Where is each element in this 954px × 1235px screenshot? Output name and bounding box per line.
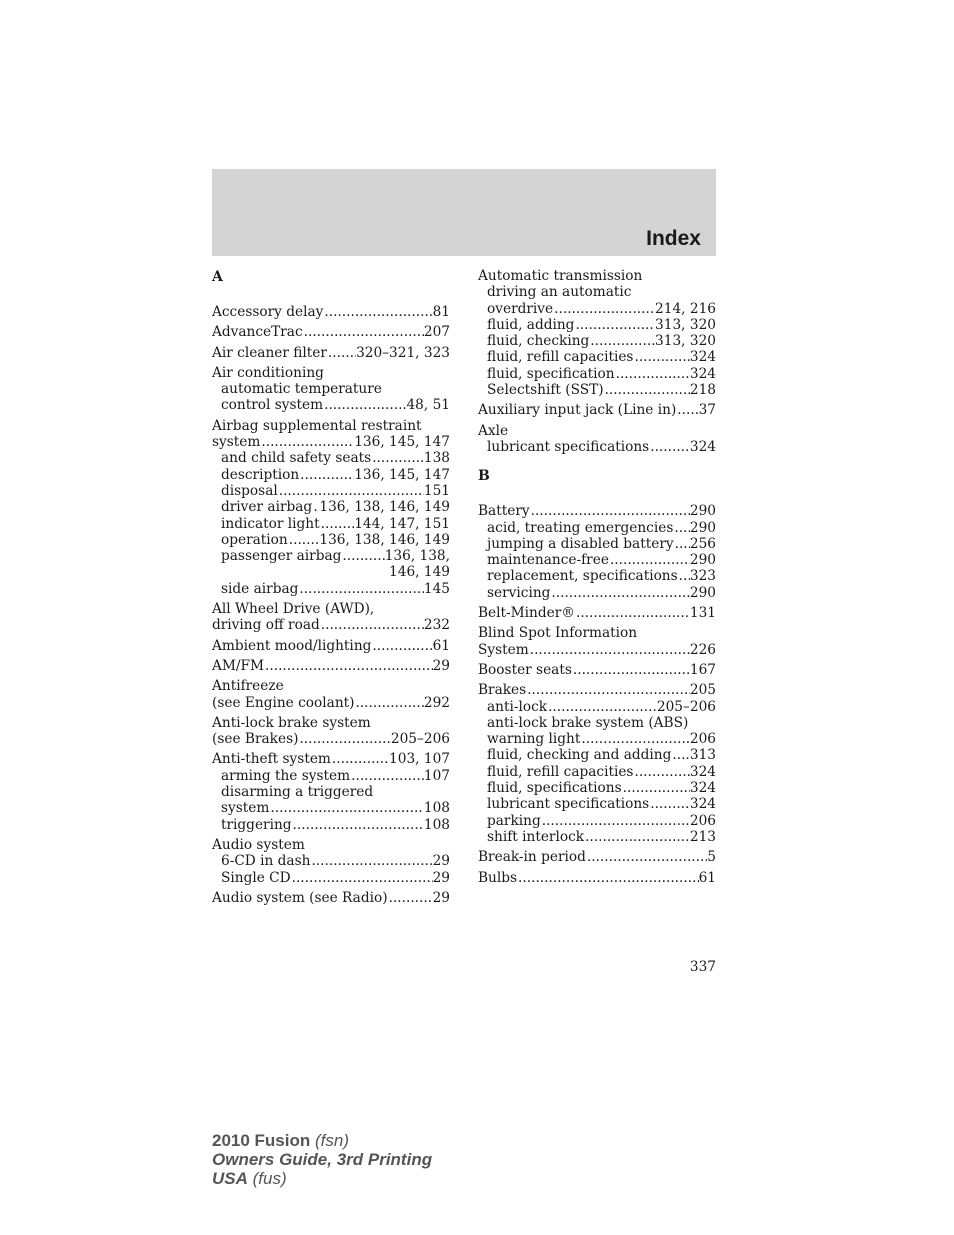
index-subentry	[212, 450, 450, 466]
entry-term: (see Brakes)	[212, 731, 299, 748]
index-line	[212, 324, 450, 340]
index-line	[478, 849, 716, 865]
entry-term: All Wheel Drive (AWD),	[212, 601, 375, 618]
entry-pages: 226	[689, 641, 716, 658]
footer-model-code: (fsn)	[315, 1131, 349, 1150]
dot-leader	[529, 642, 690, 658]
dot-leader	[320, 617, 424, 633]
dot-leader	[303, 324, 424, 340]
index-line	[212, 715, 450, 731]
index-subentry	[478, 333, 716, 349]
entry-pages: 167	[689, 661, 716, 678]
entry-pages: 290	[689, 503, 716, 520]
entry-term: Selectshift (SST)	[487, 382, 604, 399]
entry-term: Automatic transmission	[478, 268, 643, 284]
dot-leader	[604, 382, 690, 398]
entry-term: Break-in period	[478, 849, 586, 866]
index-line	[212, 601, 450, 617]
entry-pages: 256	[689, 535, 716, 552]
entry-pages: 324	[689, 365, 716, 382]
index-entry	[478, 682, 716, 845]
entry-term: replacement, specifications	[487, 568, 678, 585]
index-subentry	[212, 784, 450, 800]
index-entry	[212, 715, 450, 748]
entry-term: maintenance-free	[487, 552, 609, 569]
entry-term: fluid, refill capacities	[487, 349, 634, 366]
entry-pages: 205–206	[390, 731, 450, 748]
footer-line-model	[212, 1131, 432, 1150]
entry-pages: 323	[689, 568, 716, 585]
entry-pages: 205	[689, 682, 716, 699]
dot-leader	[312, 499, 319, 515]
dot-leader	[671, 747, 689, 763]
entry-pages: 5	[707, 849, 716, 866]
entry-pages: 320–321, 323	[356, 344, 450, 361]
index-column-left	[212, 264, 450, 906]
entry-pages: 324	[689, 796, 716, 813]
dot-leader	[292, 817, 424, 833]
index-subentry	[478, 764, 716, 780]
index-entry	[478, 870, 716, 886]
index-line	[212, 617, 450, 633]
entry-term: fluid, adding	[487, 316, 575, 333]
index-line	[478, 682, 716, 698]
index-subentry	[478, 536, 716, 552]
index-entry	[478, 849, 716, 865]
index-subentry	[212, 499, 450, 515]
entry-pages: 29	[432, 889, 450, 906]
index-subentry	[212, 483, 450, 499]
index-subentry	[478, 568, 716, 584]
entry-term: control system	[221, 397, 324, 414]
entry-term: AdvanceTrac	[212, 324, 303, 341]
dot-leader	[298, 731, 390, 747]
footer	[212, 1131, 432, 1188]
entry-term: Anti-lock brake system	[212, 714, 371, 731]
index-subentry	[478, 747, 716, 763]
dot-leader	[331, 751, 389, 767]
entry-pages: 29	[432, 853, 450, 870]
index-entry	[478, 423, 716, 456]
dot-leader	[350, 768, 424, 784]
index-subentry	[212, 516, 450, 532]
index-line	[478, 605, 716, 621]
entry-term: disarming a triggered	[221, 784, 374, 801]
dot-leader	[678, 568, 690, 584]
index-subentry	[478, 301, 716, 317]
dot-leader	[269, 800, 423, 816]
dot-leader	[517, 870, 699, 886]
dot-leader	[327, 345, 356, 361]
entry-term: system	[212, 434, 261, 451]
section-letter: A	[212, 269, 223, 285]
dot-leader	[676, 402, 698, 418]
dot-leader	[341, 548, 384, 564]
entry-pages: 136, 145, 147	[354, 434, 450, 451]
entry-pages: 205–206	[656, 698, 716, 715]
entry-term: Brakes	[478, 682, 527, 699]
entry-term: Single CD	[221, 869, 291, 886]
entry-term: side airbag	[221, 580, 299, 597]
index-line	[212, 434, 450, 450]
footer-guide: Owners Guide, 3rd Printing	[212, 1150, 433, 1169]
index-line	[212, 678, 450, 694]
index-entry	[478, 605, 716, 621]
entry-pages: 213	[689, 828, 716, 845]
index-entry	[212, 678, 450, 711]
entry-term: Auxiliary input jack (Line in)	[478, 402, 677, 419]
index-line	[478, 870, 716, 886]
entry-term: and child safety seats	[221, 450, 372, 467]
dot-leader	[288, 532, 320, 548]
entry-pages: 136, 138,	[384, 548, 450, 565]
entry-term: overdrive	[487, 300, 554, 317]
dot-leader	[323, 304, 432, 320]
index-subentry	[212, 467, 450, 483]
dot-leader	[615, 366, 690, 382]
entry-term: jumping a disabled battery	[487, 535, 674, 552]
dot-leader	[371, 638, 432, 654]
section-letter: B	[478, 468, 490, 485]
page-number: 337	[689, 959, 716, 975]
dot-leader	[580, 731, 689, 747]
entry-term: driving off road	[212, 617, 320, 634]
entry-term: 6-CD in dash	[221, 853, 311, 870]
index-subentry	[212, 381, 450, 397]
entry-term: Air conditioning	[212, 364, 324, 381]
entry-term: AM/FM	[212, 657, 265, 674]
entry-pages: 324	[689, 763, 716, 780]
entry-pages: 138	[423, 450, 450, 467]
entry-term: System	[478, 641, 529, 658]
index-line	[478, 402, 716, 418]
dot-leader	[260, 434, 354, 450]
entry-term: operation	[221, 531, 288, 548]
index-entry	[212, 837, 450, 886]
index-line	[212, 345, 450, 361]
entry-term: Antifreeze	[212, 678, 284, 695]
dot-leader	[633, 349, 689, 365]
entry-term: description	[221, 466, 300, 483]
dot-leader	[291, 870, 433, 886]
index-subentry	[478, 349, 716, 365]
entry-pages: 206	[689, 812, 716, 829]
index-subentry	[212, 853, 450, 869]
entry-pages: 81	[432, 304, 450, 320]
dot-leader	[310, 853, 432, 869]
entry-pages: 232	[423, 617, 450, 634]
index-entry	[212, 890, 450, 906]
index-subentry	[212, 817, 450, 833]
index-subentry	[212, 870, 450, 886]
dot-leader	[633, 764, 689, 780]
index-entry	[478, 402, 716, 418]
entry-pages: 131	[689, 605, 716, 622]
index-subentry	[212, 397, 450, 413]
entry-term: triggering	[221, 816, 292, 833]
dot-leader	[526, 682, 690, 698]
dot-leader	[299, 467, 354, 483]
entry-pages: 29	[432, 869, 450, 886]
entry-term: Air cleaner filter	[212, 344, 327, 361]
entry-pages: 136, 145, 147	[354, 466, 450, 483]
footer-model: 2010 Fusion	[212, 1131, 311, 1150]
index-entry	[478, 268, 716, 398]
entry-pages: 151	[423, 482, 450, 499]
entry-pages: 145	[423, 580, 450, 597]
entry-pages: 324	[689, 349, 716, 366]
index-subentry	[212, 532, 450, 548]
entry-term: fluid, refill capacities	[487, 763, 634, 780]
dot-leader	[622, 780, 690, 796]
index-subentry	[478, 731, 716, 747]
entry-term: driver airbag	[221, 499, 313, 516]
entry-pages: 61	[698, 869, 716, 886]
page-title: Index	[646, 227, 701, 250]
entry-pages: 290	[689, 552, 716, 569]
entry-term: acid, treating emergencies	[487, 519, 674, 536]
header-band	[212, 169, 716, 256]
entry-pages: 136, 138, 146, 149	[319, 499, 450, 516]
dot-leader	[541, 813, 690, 829]
index-line	[478, 662, 716, 678]
index-line	[212, 837, 450, 853]
entry-pages: 48, 51	[406, 397, 450, 414]
index-line	[212, 365, 450, 381]
entry-term: Belt-Minder®	[478, 605, 575, 622]
index-line	[212, 890, 450, 906]
entry-term: system	[221, 800, 270, 817]
entry-term: disposal	[221, 482, 278, 499]
dot-leader	[649, 439, 690, 455]
index-subentry	[478, 813, 716, 829]
dot-leader	[575, 605, 690, 621]
entry-term: warning light	[487, 731, 581, 748]
index-column-right	[478, 264, 716, 886]
index-line	[478, 642, 716, 658]
entry-term: Airbag supplemental restraint	[212, 417, 422, 434]
entry-pages: 108	[423, 800, 450, 817]
index-entry	[212, 658, 450, 674]
entry-pages: 207	[423, 324, 450, 341]
index-line	[212, 564, 450, 580]
entry-term: Audio system	[212, 836, 305, 853]
index-subentry	[478, 699, 716, 715]
entry-pages: 292	[423, 694, 450, 711]
dot-leader	[589, 333, 655, 349]
index-entry	[212, 345, 450, 361]
index-line	[212, 418, 450, 434]
entry-term: Axle	[478, 422, 509, 439]
dot-leader	[553, 301, 655, 317]
entry-pages: 324	[689, 438, 716, 455]
index-subentry	[212, 581, 450, 597]
index-entry	[212, 324, 450, 340]
entry-term: driving an automatic	[487, 284, 632, 301]
dot-leader	[674, 536, 690, 552]
footer-region: USA	[212, 1169, 248, 1188]
entry-pages: 108	[423, 816, 450, 833]
entry-pages: 146, 149	[389, 564, 450, 581]
dot-leader	[530, 503, 690, 519]
entry-term: shift interlock	[487, 828, 585, 845]
index-subentry	[478, 552, 716, 568]
entry-pages: 206	[689, 731, 716, 748]
entry-term: passenger airbag	[221, 548, 342, 565]
index-line	[212, 658, 450, 674]
index-line	[212, 751, 450, 767]
entry-pages: 61	[432, 637, 450, 654]
index-line	[212, 695, 450, 711]
entry-term: Anti-theft system	[212, 751, 331, 768]
index-subentry	[478, 317, 716, 333]
index-entry	[212, 638, 450, 654]
entry-pages: 144, 147, 151	[354, 515, 450, 532]
entry-term: fluid, specifications	[487, 780, 622, 797]
index-entry	[478, 503, 716, 601]
dot-leader	[673, 520, 690, 536]
index-subentry	[212, 768, 450, 784]
index-subentry	[212, 548, 450, 564]
dot-leader	[609, 552, 690, 568]
index-subentry	[212, 800, 450, 816]
dot-leader	[649, 796, 690, 812]
entry-term: fluid, checking	[487, 333, 590, 350]
entry-term: servicing	[487, 584, 551, 601]
entry-term: anti-lock	[487, 698, 548, 715]
index-line	[478, 625, 716, 641]
footer-region-code: (fus)	[252, 1169, 287, 1188]
dot-leader	[278, 483, 424, 499]
dot-leader	[371, 450, 424, 466]
entry-term: fluid, checking and adding	[487, 747, 672, 764]
entry-term: Battery	[478, 503, 530, 520]
index-line	[478, 423, 716, 439]
entry-pages: 29	[432, 657, 450, 674]
entry-term: Accessory delay	[212, 304, 324, 320]
entry-term: Audio system (see Radio)	[212, 889, 388, 906]
index-entry	[212, 365, 450, 414]
dot-leader	[323, 397, 406, 413]
index-entry	[212, 418, 450, 597]
entry-pages: 313, 320	[655, 316, 716, 333]
index-line	[212, 638, 450, 654]
entry-pages: 313, 320	[655, 333, 716, 350]
dot-leader	[550, 585, 689, 601]
entry-term: lubricant specifications	[487, 438, 650, 455]
entry-term: indicator light	[221, 515, 320, 532]
entry-pages: 290	[689, 584, 716, 601]
entry-pages: 37	[698, 402, 716, 419]
entry-pages: 214, 216	[655, 300, 716, 317]
index-subentry	[478, 796, 716, 812]
entry-term: anti-lock brake system (ABS)	[487, 714, 689, 731]
entry-pages: 324	[689, 780, 716, 797]
entry-term: parking	[487, 812, 541, 829]
index-subentry	[478, 284, 716, 300]
index-subentry	[478, 520, 716, 536]
index-line	[212, 731, 450, 747]
entry-pages: 103, 107	[389, 751, 450, 768]
dot-leader	[584, 829, 690, 845]
dot-leader	[298, 581, 423, 597]
entry-pages: 290	[689, 519, 716, 536]
index-subentry	[478, 585, 716, 601]
dot-leader	[586, 849, 707, 865]
index-entry	[212, 601, 450, 634]
index-subentry	[478, 382, 716, 398]
dot-leader	[264, 658, 433, 674]
index-subentry	[478, 780, 716, 796]
entry-pages: 218	[689, 382, 716, 399]
dot-leader	[388, 890, 433, 906]
entry-term: arming the system	[221, 767, 351, 784]
dot-leader	[572, 662, 690, 678]
index-entry	[212, 304, 450, 320]
entry-pages: 313	[689, 747, 716, 764]
index-line	[478, 268, 716, 284]
index-entry	[478, 625, 716, 658]
entry-term: Booster seats	[478, 661, 572, 678]
index-entry	[212, 751, 450, 832]
index-line	[212, 304, 450, 320]
dot-leader	[354, 695, 423, 711]
index-subentry	[478, 366, 716, 382]
dot-leader	[574, 317, 655, 333]
entry-term: Blind Spot Information	[478, 625, 638, 642]
dot-leader	[547, 699, 657, 715]
entry-term: Bulbs	[478, 869, 518, 886]
index-subentry	[478, 715, 716, 731]
index-entry	[478, 662, 716, 678]
entry-pages: 136, 138, 146, 149	[319, 531, 450, 548]
entry-term: Ambient mood/lighting	[212, 637, 372, 654]
entry-term: (see Engine coolant)	[212, 694, 355, 711]
dot-leader	[320, 516, 355, 532]
entry-term: lubricant specifications	[487, 796, 650, 813]
entry-pages: 107	[423, 767, 450, 784]
entry-term: automatic temperature	[221, 381, 382, 398]
entry-term: fluid, specification	[487, 365, 615, 382]
index-subentry	[478, 439, 716, 455]
index-subentry	[478, 829, 716, 845]
footer-line-region	[212, 1169, 432, 1188]
index-line	[478, 503, 716, 519]
